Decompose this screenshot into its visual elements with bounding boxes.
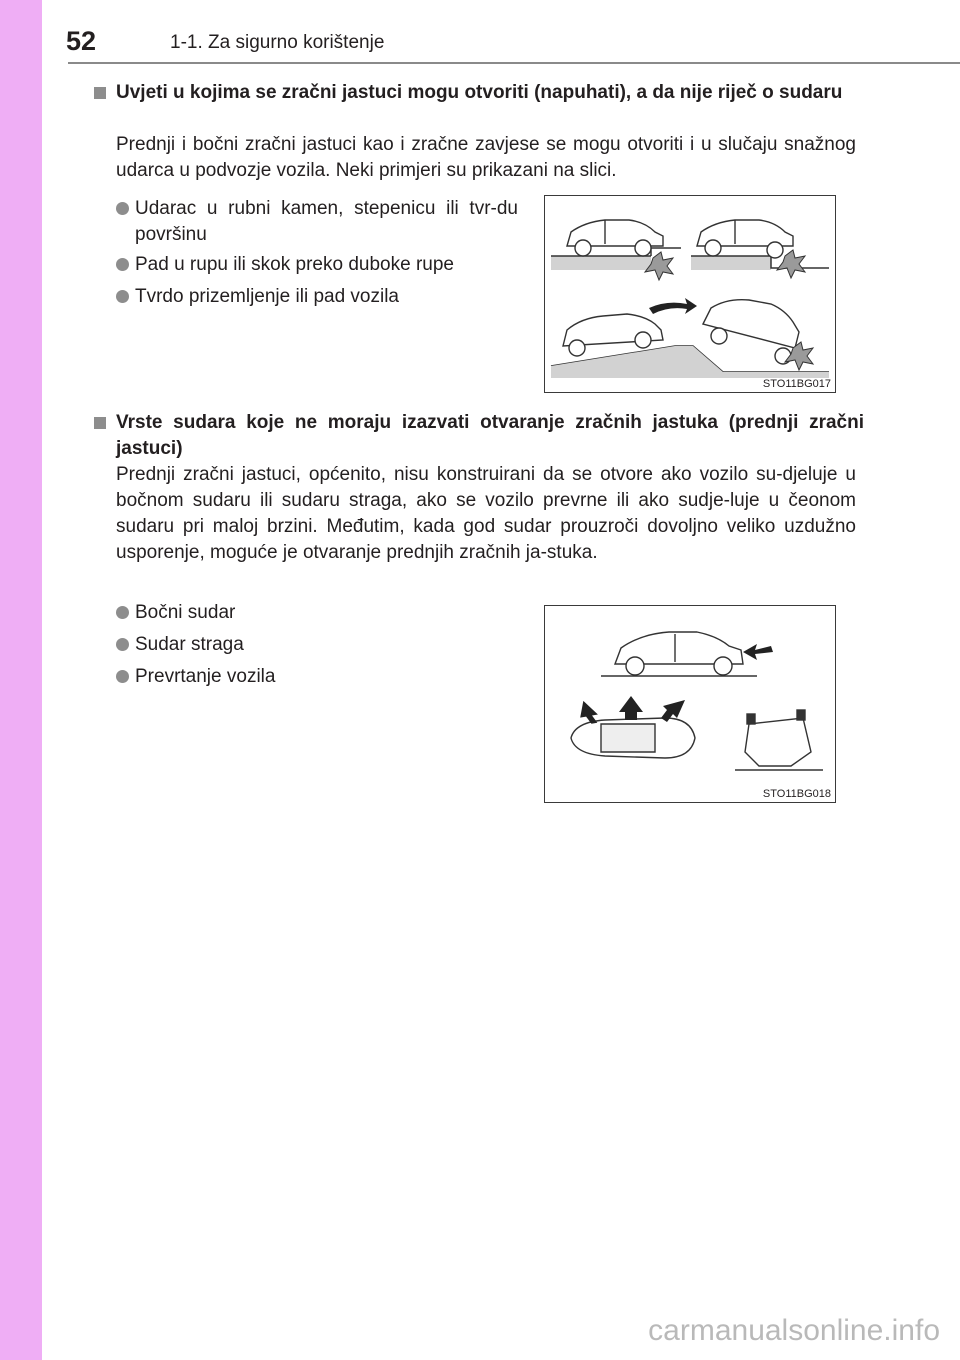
list-item-text: Tvrdo prizemljenje ili pad vozila <box>135 286 399 307</box>
car-icon <box>615 632 743 675</box>
circle-bullet-icon <box>116 638 129 651</box>
list-item-text: Sudar straga <box>135 634 244 655</box>
car-icon <box>703 300 799 364</box>
section-heading-2 <box>94 410 864 462</box>
list-item-text: Udarac u rubni kamen, stepenicu ili tvr-du površinu <box>135 198 518 245</box>
car-top-view-icon <box>571 718 695 758</box>
list-item <box>116 632 496 658</box>
list-item <box>116 284 518 310</box>
car-icon <box>567 220 663 256</box>
list-item-text: Pad u rupu ili skok preko duboke rupe <box>135 254 454 275</box>
list-item <box>116 196 518 248</box>
side-rear-rollover-drawing <box>545 606 835 802</box>
circle-bullet-icon <box>116 290 129 303</box>
circle-bullet-icon <box>116 202 129 215</box>
page-header <box>42 0 960 64</box>
arrow-icon <box>577 699 599 726</box>
illustration-curb-impact <box>544 195 836 393</box>
figure-code: STO11BG018 <box>762 788 831 800</box>
section-heading-text: Uvjeti u kojima se zračni jastuci mogu otvoriti (napuhati), a da nije riječ o sudaru <box>116 82 843 103</box>
arrow-icon <box>649 298 697 314</box>
page-number: 52 <box>66 26 97 56</box>
car-icon <box>697 220 793 258</box>
circle-bullet-icon <box>116 606 129 619</box>
header-divider <box>68 62 960 64</box>
section-paragraph-2: Prednji zračni jastuci, općenito, nisu konstruirani da se otvore ako vozilo su-djeluje u bočnom sudaru ili sudaru straga, ako se vozilo prevrne ili ako sudje-luje u čeonom sudaru pri maloj brzini. Međutim, kada god sudar prouzroči dovoljno veliko uzdužno usporenje, moguće je otvaranje prednjih zračnih ja-stuka. <box>116 464 856 563</box>
curb-impact-drawing <box>545 196 835 392</box>
illustration-side-rear-rollover <box>544 605 836 803</box>
list-item-text: Prevrtanje vozila <box>135 666 276 687</box>
circle-bullet-icon <box>116 258 129 271</box>
list-item <box>116 252 518 278</box>
chapter-title: 1-1. Za sigurno korištenje <box>170 32 385 53</box>
list-item <box>116 664 496 690</box>
arrow-icon <box>619 696 643 720</box>
arrow-icon <box>743 644 773 660</box>
section-heading-text: Vrste sudara koje ne moraju izazvati otvaranje zračnih jastuka (prednji zračni jastuci) <box>116 412 864 459</box>
watermark-text: carmanualsonline.info <box>648 1314 940 1347</box>
section-paragraph-1: Prednji i bočni zračni jastuci kao i zračne zavjese se mogu otvoriti i u slučaju snažnog udarca u podvozje vozila. Neki primjeri su prikazani na slici. <box>116 134 856 181</box>
list-item <box>116 600 496 626</box>
circle-bullet-icon <box>116 670 129 683</box>
square-bullet-icon <box>94 417 106 429</box>
figure-code: STO11BG017 <box>762 378 831 390</box>
section-heading-1 <box>94 80 864 106</box>
car-rollover-icon <box>745 710 811 766</box>
list-item-text: Bočni sudar <box>135 602 236 623</box>
side-color-strip <box>0 0 42 1360</box>
square-bullet-icon <box>94 87 106 99</box>
